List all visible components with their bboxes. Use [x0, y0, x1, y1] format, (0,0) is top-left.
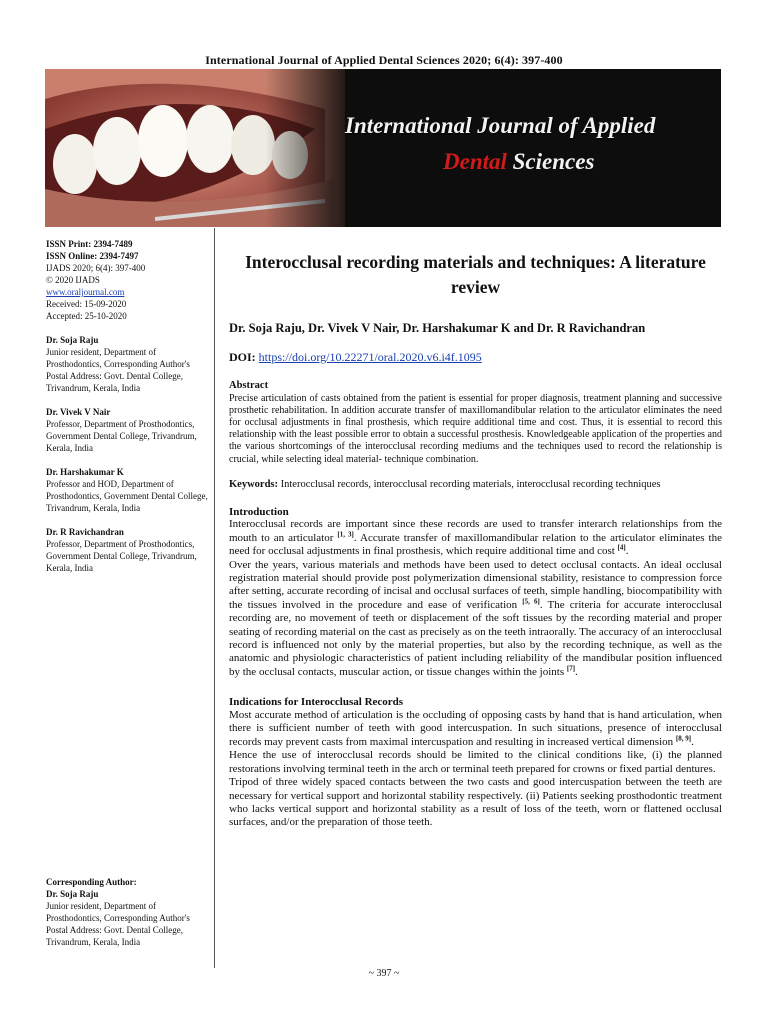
author-affiliation: Professor and HOD, Department of Prosthodontics, Government Dental College, Trivandrum, Kerala, India [46, 479, 208, 513]
author-affiliation: Junior resident, Department of Prosthodontics, Corresponding Author's Postal Address: Govt. Dental College, Trivandrum, Kerala, India [46, 347, 190, 393]
author-name: Dr. Soja Raju [46, 335, 99, 345]
keywords-label: Keywords: [229, 478, 278, 490]
citation: [7] [566, 664, 576, 673]
corresponding-name: Dr. Soja Raju [46, 889, 99, 899]
sidebar [46, 238, 210, 574]
citation: [4] [617, 543, 626, 552]
indications-heading: Indications for Interocclusal Records [229, 696, 404, 709]
banner-word-dental: Dental [443, 149, 507, 174]
corresponding-affiliation: Junior resident, Department of Prosthodontics, Corresponding Author's Postal Address: Govt. Dental College, Trivandrum, Kerala, India [46, 901, 190, 947]
journal-banner [45, 69, 721, 227]
citation: [5, 6] [522, 597, 540, 606]
indications-paragraph-2: Hence the use of interocclusal records should be limited to the clinical conditions like, (i) the planned restorations involving terminal teeth in the arch or terminal teeth prepared for crowns or fixed partial dentures. [229, 749, 722, 775]
sidebar-author [46, 406, 210, 454]
sidebar-author [46, 334, 210, 394]
indications-paragraph-3: Tripod of three widely spaced contacts between the two casts and good intercuspation between the teeth are necessary for vertical support and horizontal stability respectively. (ii) Patients seeking prosthodontic treatment who lacks vertical support and horizontal stability as a result of loss of the teeth, worn or flattened occlusal surfaces, and/or the preparation of those teeth. [229, 776, 722, 829]
keywords-text: Interocclusal records, interocclusal recording materials, interocclusal recording techniques [280, 478, 661, 490]
keywords-line [229, 479, 722, 492]
article-authors: Dr. Soja Raju, Dr. Vivek V Nair, Dr. Harshakumar K and Dr. R Ravichandran [229, 321, 646, 335]
received-date: Received: 15-09-2020 [46, 299, 127, 309]
intro-paragraph-1 [229, 518, 722, 558]
banner-subtitle [443, 149, 594, 175]
doi-line [229, 351, 722, 364]
author-name: Dr. Harshakumar K [46, 467, 124, 477]
journal-header: International Journal of Applied Dental Sciences 2020; 6(4): 397-400 [205, 53, 563, 67]
text-run: . [691, 735, 694, 748]
citation: [8, 9] [675, 734, 692, 743]
accepted-date: Accepted: 25-10-2020 [46, 311, 127, 321]
introduction-heading: Introduction [229, 505, 289, 518]
indications-paragraph-1 [229, 709, 722, 749]
abstract-text: Precise articulation of casts obtained from the patient is essential for proper diagnosis, treatment planning and successive prosthetic rehabilitation. In addition accurate transfer of maxillomandibular relation to the articulator eliminates the need for occlusal adjustments in final prosthesis, which require additional time and cost. Thus, it is essential to record this relationship with the least possible error to obtain a successful prosthesis. Knowledgeable application of the properties and the various shortcomings of the interocclusal recording mediums and the techniques used to record the relationship is crucial, while selecting ideal material- technique combination. [229, 392, 722, 465]
sidebar-author [46, 526, 210, 574]
author-affiliation: Professor, Department of Prosthodontics, Government Dental College, Trivandrum, Kerala, India [46, 419, 197, 453]
issn-print: ISSN Print: 2394-7489 [46, 239, 133, 249]
article-main [229, 250, 722, 830]
website-link[interactable]: www.oraljournal.com [46, 287, 125, 297]
text-run: . The criteria for accurate interocclusal recording are, no movement of teeth or displacement of the soft tissues by the recording material and proper seating of recording material on the cast as precisely as on the teeth intraorally. The accuracy of an interocclusal record is influenced not only by the material properties, but also by the recording technique, as well as the anatomic and physiologic characteristics of patient including reliability of the mandibular position influenced by the occlusal contacts, muscular action, or tissue changes within the joints [229, 598, 722, 678]
page-number: ~ 397 ~ [368, 968, 400, 979]
doi-link[interactable]: https://doi.org/10.22271/oral.2020.v6.i4f.1095 [258, 350, 482, 364]
issn-online: ISSN Online: 2394-7497 [46, 251, 139, 261]
citation: [1, 3] [337, 530, 354, 539]
banner-title: International Journal of Applied [345, 113, 656, 138]
intro-paragraph-2 [229, 559, 722, 680]
article-title: Interocclusal recording materials and techniques: A literature review [245, 252, 706, 297]
column-divider [214, 228, 215, 968]
author-affiliation: Professor, Department of Prosthodontics, Government Dental College, Trivandrum, Kerala, India [46, 539, 197, 573]
text-run: . [625, 545, 629, 558]
smile-illustration [45, 69, 721, 227]
text-run: Interocclusal records are important since these records are used to transfer interarch relationships from the mouth to an articulator [229, 518, 722, 544]
text-run: . [575, 665, 578, 678]
author-name: Dr. R Ravichandran [46, 527, 124, 537]
copyright: © 2020 IJADS [46, 275, 100, 285]
corresponding-label: Corresponding Author: [46, 877, 137, 887]
corresponding-author [46, 876, 210, 948]
text-run: . Accurate transfer of maxillomandibular relation to the articulator eliminates the need for occlusal adjustments in final prosthesis, which require additional time and cost [229, 531, 722, 558]
sidebar-author [46, 466, 210, 514]
text-run: Most accurate method of articulation is the occluding of opposing casts by hand that is hand articulation, when there is sufficient number of teeth with good intercuspation. In such situations, presence of interocclusal records may prevent casts from maximal intercuspation and resulting in increased vertical dimension [229, 709, 722, 748]
ijads-issue: IJADS 2020; 6(4): 397-400 [46, 263, 146, 273]
author-name: Dr. Vivek V Nair [46, 407, 111, 417]
abstract-heading: Abstract [229, 379, 269, 391]
doi-label: DOI: [229, 350, 256, 364]
text-run: Over the years, various materials and methods have been used to detect occlusal contacts. An ideal occlusal registration material should provide post polymerization dimensional stability, resistance to compression force after setting, accurate recording of incisal and occlusal surfaces of teeth, simple handling, biocompatibility with the tissues involved in the procedure and ease of verification [229, 558, 722, 611]
banner-word-sciences: Sciences [512, 149, 595, 174]
